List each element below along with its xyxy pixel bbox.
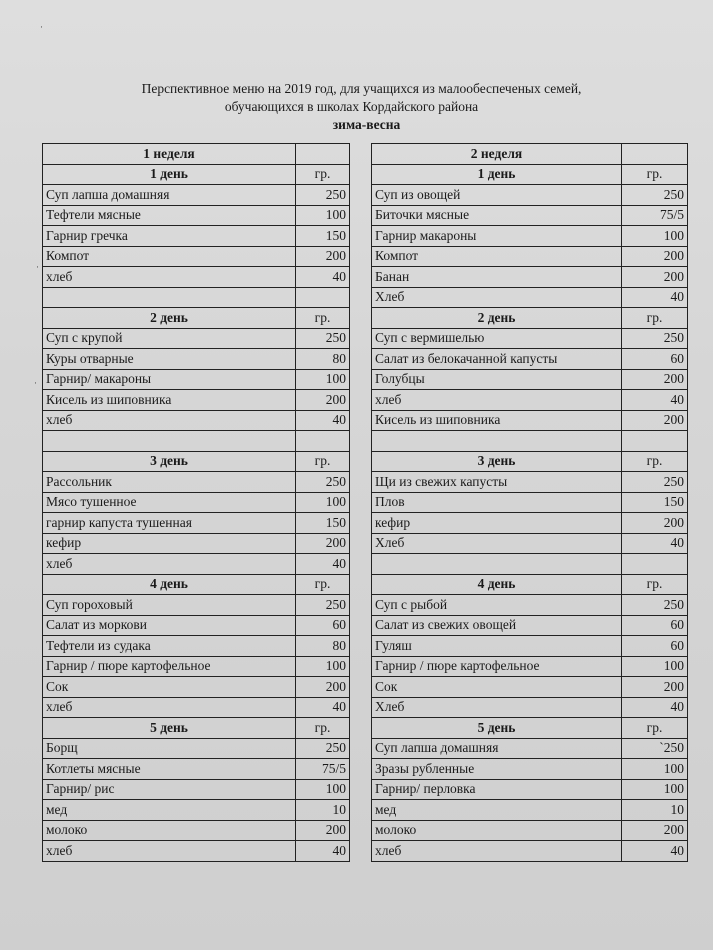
menu-item-row (43, 595, 350, 616)
day-title: 1 день (372, 164, 622, 185)
unit-label: гр. (296, 164, 350, 185)
week-1-rows (43, 164, 350, 861)
dish-name: Салат из свежих овощей (372, 615, 622, 636)
dish-name: Щи из свежих капусты (372, 472, 622, 493)
dish-name: Хлеб (372, 697, 622, 718)
dish-grams: 150 (296, 513, 350, 534)
dish-name: Суп с крупой (43, 328, 296, 349)
menu-item-row (43, 554, 350, 575)
dish-name: Зразы рубленные (372, 759, 622, 780)
menu-item-row (43, 205, 350, 226)
heading-line-3: зима-весна (332, 117, 401, 132)
dish-grams: 150 (296, 226, 350, 247)
blank-cell (43, 287, 296, 308)
dish-grams: 80 (296, 349, 350, 370)
dish-grams: 100 (622, 759, 688, 780)
dish-grams: 100 (296, 779, 350, 800)
day-header-row (372, 451, 688, 472)
dish-grams: 60 (622, 615, 688, 636)
unit-label: гр. (296, 718, 350, 739)
day-header-row (372, 574, 688, 595)
week-title-empty (622, 144, 688, 165)
week-title-row (372, 144, 688, 165)
unit-label: гр. (296, 574, 350, 595)
day-title: 3 день (43, 451, 296, 472)
menu-item-row (43, 759, 350, 780)
menu-item-row (43, 533, 350, 554)
dish-grams: 200 (622, 369, 688, 390)
dish-grams: 60 (622, 349, 688, 370)
dish-name: молоко (372, 820, 622, 841)
dish-name: Гарнир/ рис (43, 779, 296, 800)
blank-row (372, 554, 688, 575)
dish-grams: 40 (622, 697, 688, 718)
dish-name: кефир (43, 533, 296, 554)
dish-grams: 100 (622, 656, 688, 677)
menu-item-row (43, 677, 350, 698)
dish-grams: 250 (622, 185, 688, 206)
menu-item-row (43, 820, 350, 841)
dish-grams: 200 (622, 820, 688, 841)
unit-label: гр. (622, 451, 688, 472)
menu-item-row (372, 226, 688, 247)
dish-name: мед (372, 800, 622, 821)
dish-name: хлеб (43, 410, 296, 431)
dish-name: Сок (43, 677, 296, 698)
dish-name: Суп с вермишелью (372, 328, 622, 349)
day-header-row (43, 308, 350, 329)
dish-grams: 10 (296, 800, 350, 821)
dish-grams: 75/5 (296, 759, 350, 780)
unit-label: гр. (622, 164, 688, 185)
dish-grams: 10 (622, 800, 688, 821)
week-title: 2 неделя (372, 144, 622, 165)
week-title-empty (296, 144, 350, 165)
dish-name: Компот (372, 246, 622, 267)
dish-name: Гарнир макароны (372, 226, 622, 247)
menu-item-row (372, 779, 688, 800)
menu-item-row (43, 841, 350, 862)
dish-grams: 100 (622, 226, 688, 247)
menu-item-row (43, 185, 350, 206)
day-title: 5 день (43, 718, 296, 739)
heading-line-2: обучающихся в школах Кордайского района (224, 99, 479, 114)
dish-name: Борщ (43, 738, 296, 759)
menu-item-row (43, 636, 350, 657)
dish-grams: 250 (622, 472, 688, 493)
dish-grams: 40 (296, 697, 350, 718)
dish-grams: 100 (296, 492, 350, 513)
dish-name: кефир (372, 513, 622, 534)
dish-name: Суп с рыбой (372, 595, 622, 616)
menu-item-row (43, 800, 350, 821)
dish-grams: 40 (296, 554, 350, 575)
scan-mark: · (40, 22, 43, 32)
menu-item-row (372, 287, 688, 308)
menu-item-row (372, 820, 688, 841)
week-title-row (43, 144, 350, 165)
dish-grams: 200 (296, 390, 350, 411)
dish-name: хлеб (43, 841, 296, 862)
menu-item-row (372, 800, 688, 821)
dish-name: хлеб (43, 554, 296, 575)
dish-name: Гарнир/ перловка (372, 779, 622, 800)
menu-item-row (372, 410, 688, 431)
dish-name: Мясо тушенное (43, 492, 296, 513)
dish-name: молоко (43, 820, 296, 841)
dish-grams: 40 (296, 841, 350, 862)
menu-item-row (43, 615, 350, 636)
blank-cell (622, 554, 688, 575)
week-2-rows (372, 164, 688, 861)
menu-item-row (43, 472, 350, 493)
dish-grams: 250 (296, 595, 350, 616)
dish-name: Салат из моркови (43, 615, 296, 636)
menu-item-row (372, 677, 688, 698)
menu-item-row (372, 349, 688, 370)
week-title: 1 неделя (43, 144, 296, 165)
menu-item-row (43, 328, 350, 349)
dish-name: Суп лапша домашняя (372, 738, 622, 759)
dish-grams: 40 (296, 410, 350, 431)
dish-grams: 250 (296, 738, 350, 759)
menu-item-row (43, 267, 350, 288)
day-header-row (43, 164, 350, 185)
dish-name: Рассольник (43, 472, 296, 493)
dish-name: Плов (372, 492, 622, 513)
menu-item-row (43, 246, 350, 267)
menu-item-row (372, 697, 688, 718)
day-title: 5 день (372, 718, 622, 739)
dish-grams: 100 (296, 656, 350, 677)
day-title: 2 день (43, 308, 296, 329)
dish-name: Салат из белокачанной капусты (372, 349, 622, 370)
day-header-row (43, 451, 350, 472)
dish-grams: 60 (622, 636, 688, 657)
dish-name: хлеб (372, 390, 622, 411)
menu-item-row (372, 759, 688, 780)
unit-label: гр. (622, 574, 688, 595)
blank-row (372, 431, 688, 452)
dish-grams: 100 (622, 779, 688, 800)
menu-item-row (43, 410, 350, 431)
dish-name: Гарнир / пюре картофельное (372, 656, 622, 677)
dish-grams: `250 (622, 738, 688, 759)
dish-grams: 250 (622, 328, 688, 349)
dish-name: Гарнир гречка (43, 226, 296, 247)
menu-item-row (43, 226, 350, 247)
dish-name: Банан (372, 267, 622, 288)
day-title: 3 день (372, 451, 622, 472)
blank-cell (296, 287, 350, 308)
menu-item-row (43, 390, 350, 411)
menu-item-row (372, 472, 688, 493)
dish-name: Суп лапша домашняя (43, 185, 296, 206)
dish-name: хлеб (43, 267, 296, 288)
dish-grams: 40 (622, 287, 688, 308)
dish-name: Суп из овощей (372, 185, 622, 206)
blank-cell (622, 431, 688, 452)
dish-name: Тефтели мясные (43, 205, 296, 226)
menu-item-row (43, 513, 350, 534)
dish-grams: 80 (296, 636, 350, 657)
dish-grams: 200 (622, 246, 688, 267)
day-header-row (43, 574, 350, 595)
dish-grams: 75/5 (622, 205, 688, 226)
menu-item-row (43, 369, 350, 390)
dish-name: гарнир капуста тушенная (43, 513, 296, 534)
menu-item-row (372, 595, 688, 616)
dish-name: Кисель из шиповника (372, 410, 622, 431)
dish-grams: 200 (296, 677, 350, 698)
dish-grams: 250 (296, 328, 350, 349)
day-header-row (372, 164, 688, 185)
dish-name: Компот (43, 246, 296, 267)
dish-name: Гуляш (372, 636, 622, 657)
menu-item-row (372, 656, 688, 677)
menu-item-row (43, 697, 350, 718)
dish-name: Голубцы (372, 369, 622, 390)
dish-grams: 200 (296, 820, 350, 841)
dish-grams: 200 (622, 267, 688, 288)
scan-mark: · (34, 378, 37, 388)
menu-item-row (372, 328, 688, 349)
menu-item-row (43, 492, 350, 513)
menu-item-row (372, 369, 688, 390)
menu-item-row (43, 779, 350, 800)
blank-cell (43, 431, 296, 452)
blank-cell (372, 431, 622, 452)
dish-grams: 40 (622, 533, 688, 554)
dish-grams: 250 (296, 185, 350, 206)
day-header-row (43, 718, 350, 739)
day-title: 4 день (372, 574, 622, 595)
dish-name: хлеб (43, 697, 296, 718)
unit-label: гр. (622, 308, 688, 329)
menu-item-row (372, 841, 688, 862)
dish-grams: 100 (296, 205, 350, 226)
dish-name: мед (43, 800, 296, 821)
menu-item-row (372, 185, 688, 206)
dish-name: Сок (372, 677, 622, 698)
blank-cell (296, 431, 350, 452)
dish-name: Кисель из шиповника (43, 390, 296, 411)
dish-name: Гарнир/ макароны (43, 369, 296, 390)
dish-grams: 40 (622, 390, 688, 411)
menu-item-row (372, 267, 688, 288)
dish-grams: 40 (622, 841, 688, 862)
day-title: 1 день (43, 164, 296, 185)
dish-name: Суп гороховый (43, 595, 296, 616)
menu-item-row (372, 533, 688, 554)
menu-item-row (43, 738, 350, 759)
day-title: 2 день (372, 308, 622, 329)
week-1-menu-table (42, 143, 350, 862)
day-header-row (372, 308, 688, 329)
dish-grams: 200 (622, 513, 688, 534)
day-header-row (372, 718, 688, 739)
dish-name: Биточки мясные (372, 205, 622, 226)
week-2-menu-table (371, 143, 688, 862)
unit-label: гр. (296, 451, 350, 472)
menu-item-row (43, 656, 350, 677)
dish-grams: 40 (296, 267, 350, 288)
unit-label: гр. (296, 308, 350, 329)
dish-grams: 200 (622, 677, 688, 698)
dish-name: Котлеты мясные (43, 759, 296, 780)
document-heading (0, 80, 713, 134)
menu-item-row (372, 492, 688, 513)
heading-line-1: Перспективное меню на 2019 год, для учащихся из малообеспеченых семей, (141, 81, 582, 96)
menu-item-row (372, 205, 688, 226)
dish-name: Хлеб (372, 533, 622, 554)
unit-label: гр. (622, 718, 688, 739)
menu-item-row (372, 615, 688, 636)
menu-item-row (372, 738, 688, 759)
dish-name: Тефтели из судака (43, 636, 296, 657)
blank-row (43, 431, 350, 452)
dish-grams: 100 (296, 369, 350, 390)
dish-name: Куры отварные (43, 349, 296, 370)
blank-cell (372, 554, 622, 575)
dish-grams: 250 (622, 595, 688, 616)
menu-item-row (372, 390, 688, 411)
menu-item-row (43, 349, 350, 370)
dish-grams: 250 (296, 472, 350, 493)
day-title: 4 день (43, 574, 296, 595)
dish-name: Хлеб (372, 287, 622, 308)
menu-item-row (372, 513, 688, 534)
blank-row (43, 287, 350, 308)
dish-name: Гарнир / пюре картофельное (43, 656, 296, 677)
menu-item-row (372, 246, 688, 267)
dish-name: хлеб (372, 841, 622, 862)
dish-grams: 200 (296, 533, 350, 554)
dish-grams: 60 (296, 615, 350, 636)
scan-mark: · (36, 262, 39, 272)
dish-grams: 150 (622, 492, 688, 513)
dish-grams: 200 (296, 246, 350, 267)
dish-grams: 200 (622, 410, 688, 431)
menu-item-row (372, 636, 688, 657)
